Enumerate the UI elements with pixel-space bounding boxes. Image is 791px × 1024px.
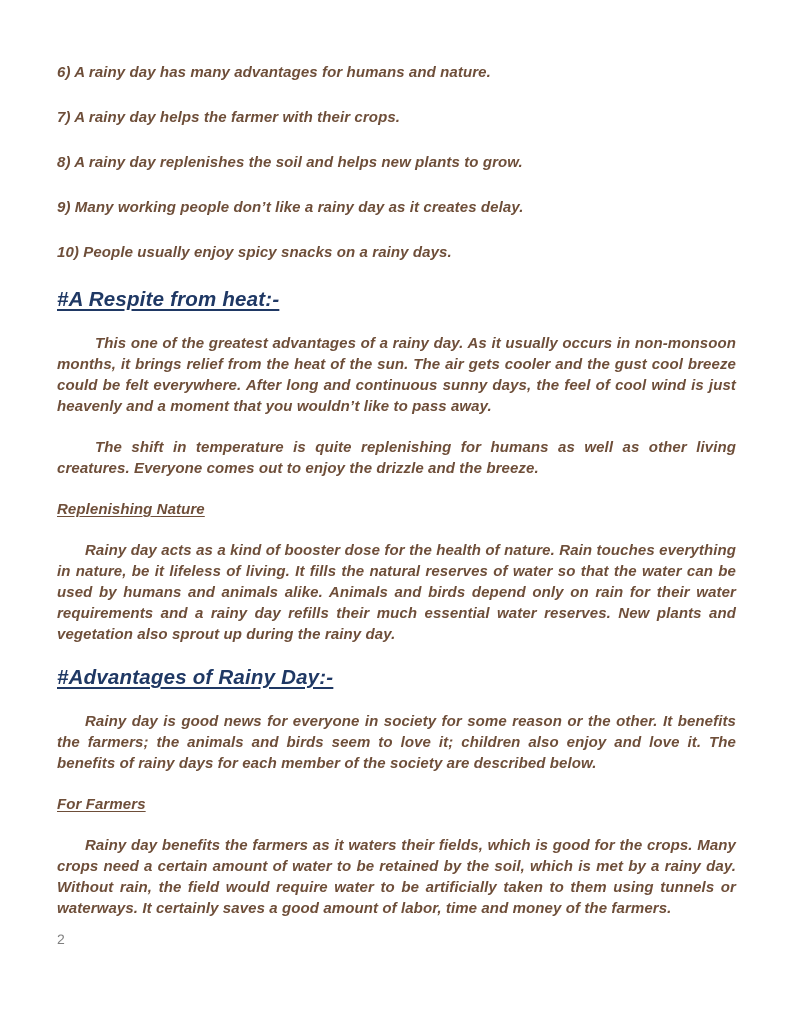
list-item-10: 10) People usually enjoy spicy snacks on a rainy days. — [57, 244, 452, 261]
subheading-replenishing-nature: Replenishing Nature — [57, 501, 205, 518]
paragraph-respite-2: The shift in temperature is quite replenishing for humans as well as other living creatures. Everyone comes out to enjoy the drizzle and the breeze. — [57, 439, 736, 477]
subheading-for-farmers: For Farmers — [57, 796, 146, 813]
list-item-9: 9) Many working people don’t like a rainy day as it creates delay. — [57, 199, 524, 216]
list-item-8: 8) A rainy day replenishes the soil and helps new plants to grow. — [57, 154, 523, 171]
page-number: 2 — [57, 931, 65, 947]
list-item-6: 6) A rainy day has many advantages for humans and nature. — [57, 64, 491, 81]
paragraph-respite-1: This one of the greatest advantages of a rainy day. As it usually occurs in non-monsoon months, it brings relief from the heat of the sun. The air gets cooler and the gust cool breeze could be felt everywhere. After long and continuous sunny days, the feel of cool wind is just heavenly and a moment that you wouldn’t like to pass away. — [57, 335, 736, 415]
list-item-7: 7) A rainy day helps the farmer with their crops. — [57, 109, 401, 126]
paragraph-for-farmers: Rainy day benefits the farmers as it waters their fields, which is good for the crops. Many crops need a certain amount of water to be retained by the soil, which is met by a rainy day. Without rain, the field would require water to be artificially taken to them using tunnels or waterways. It certainly saves a good amount of labor, time and money of the farmers. — [57, 837, 736, 917]
heading-respite-from-heat: #A Respite from heat:- — [57, 288, 280, 311]
paragraph-advantages-intro: Rainy day is good news for everyone in society for some reason or the other. It benefits the farmers; the animals and birds seem to love it; children also enjoy and love it. The benefits of rainy days for each member of the society are described below. — [57, 713, 736, 772]
paragraph-replenishing-nature: Rainy day acts as a kind of booster dose for the health of nature. Rain touches everything in nature, be it lifeless of living. It fills the natural reserves of water so that the water can be used by humans and animals alike. Animals and birds depend only on rain for their water requirements and a rainy day refills their much essential water reserves. New plants and vegetation also sprout up during the rainy day. — [57, 542, 736, 643]
heading-advantages-of-rainy-day: #Advantages of Rainy Day:- — [57, 666, 334, 689]
